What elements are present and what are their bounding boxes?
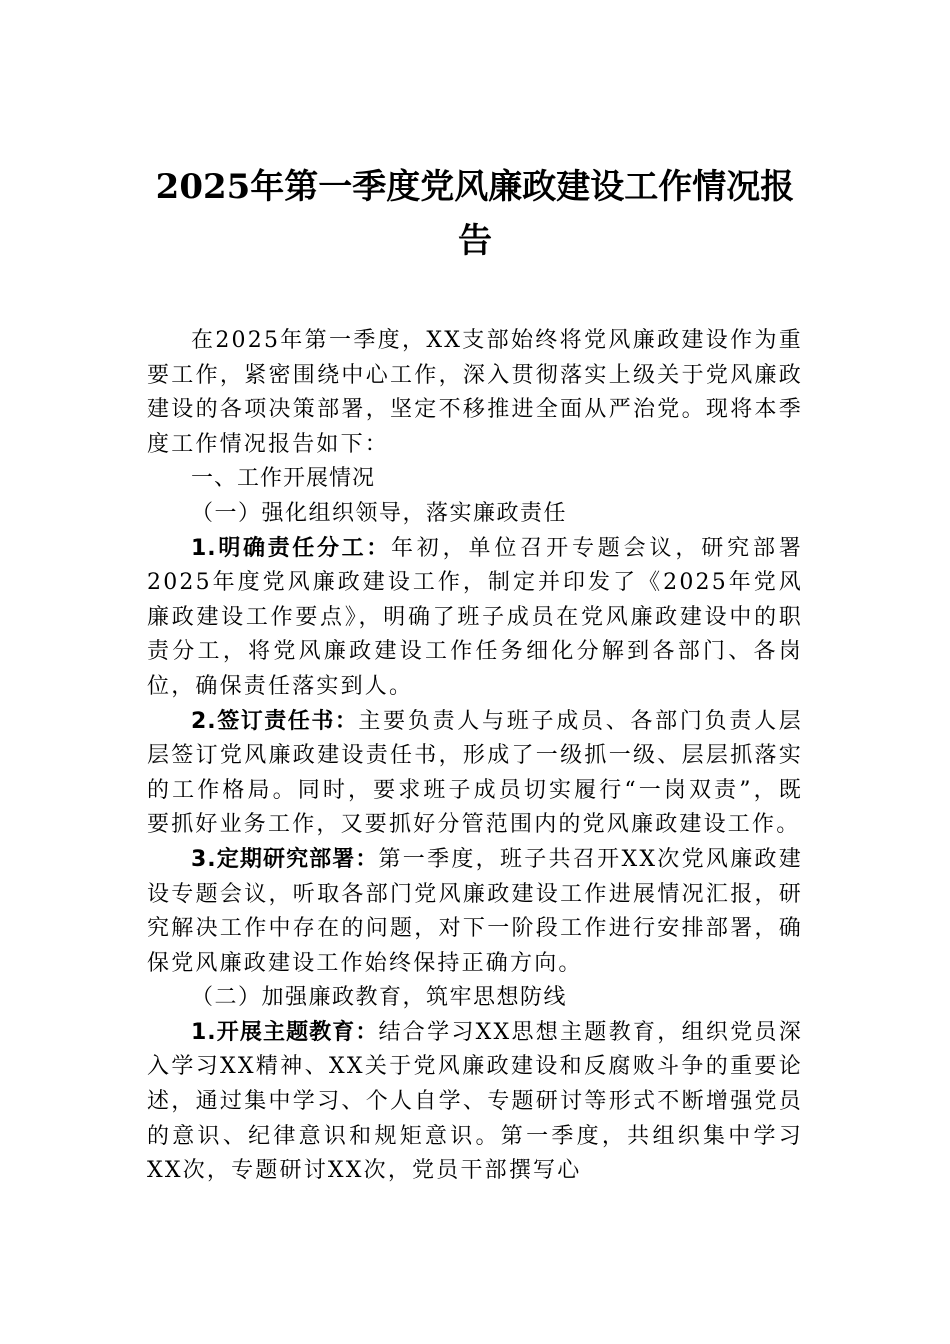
subsection-heading-1: （一）强化组织领导，落实廉政责任 <box>191 500 568 526</box>
paragraph-1-3-lead: 3.定期研究部署： <box>191 846 379 872</box>
paragraph-1-2 <box>147 705 803 843</box>
section-heading-1: 一、工作开展情况 <box>191 466 376 492</box>
paragraph-2-1-lead: 1.开展主题教育： <box>191 1019 379 1045</box>
paragraph-1-1-lead: 1.明确责任分工： <box>191 535 391 561</box>
paragraph-1-3-text: 第一季度，班子共召开XX次党风廉政建设专题会议，听取各部门党风廉政建设工作进展情况汇报，研究解决工作中存在的问题，对下一阶段工作进行安排部署，确保党风廉政建设工作始终保持正确方向。 <box>147 846 803 976</box>
paragraph-1-2-lead: 2.签订责任书： <box>191 708 359 734</box>
subsection-heading-2: （二）加强廉政教育，筑牢思想防线 <box>191 985 568 1011</box>
document-body <box>147 324 803 1189</box>
title-line-1: 2025年第一季度党风廉政建设工作情况报 <box>155 167 795 207</box>
paragraph-1-2-text: 主要负责人与班子成员、各部门负责人层层签订党风廉政建设责任书，形成了一级抓一级、层层抓落实的工作格局。同时，要求班子成员切实履行“一岗双责”，既要抓好业务工作，又要抓好分管范围内的党风廉政建设工作。 <box>147 708 804 838</box>
paragraph-1-1-text: 年初，单位召开专题会议，研究部署2025年度党风廉政建设工作，制定并印发了《2025年党风廉政建设工作要点》，明确了班子成员在党风廉政建设中的职责分工，将党风廉政建设工作任务细化分解到各部门、各岗位，确保责任落实到人。 <box>147 535 804 699</box>
paragraph-1-3 <box>147 843 803 981</box>
title-line-2: 告 <box>458 221 492 261</box>
paragraph-1-1 <box>147 532 803 705</box>
paragraph-2-1 <box>147 1016 803 1189</box>
intro-paragraph: 在2025年第一季度，XX支部始终将党风廉政建设作为重要工作，紧密围绕中心工作，深入贯彻落实上级关于党风廉政建设的各项决策部署，坚定不移推进全面从严治党。现将本季度工作情况报告如下： <box>147 328 803 457</box>
document-title <box>140 160 810 268</box>
paragraph-2-1-text: 结合学习XX思想主题教育，组织党员深入学习XX精神、XX关于党风廉政建设和反腐败斗争的重要论述，通过集中学习、个人自学、专题研讨等形式不断增强党员的意识、纪律意识和规矩意识。第一季度，共组织集中学习XX次，专题研讨XX次，党员干部撰写心 <box>147 1019 803 1184</box>
